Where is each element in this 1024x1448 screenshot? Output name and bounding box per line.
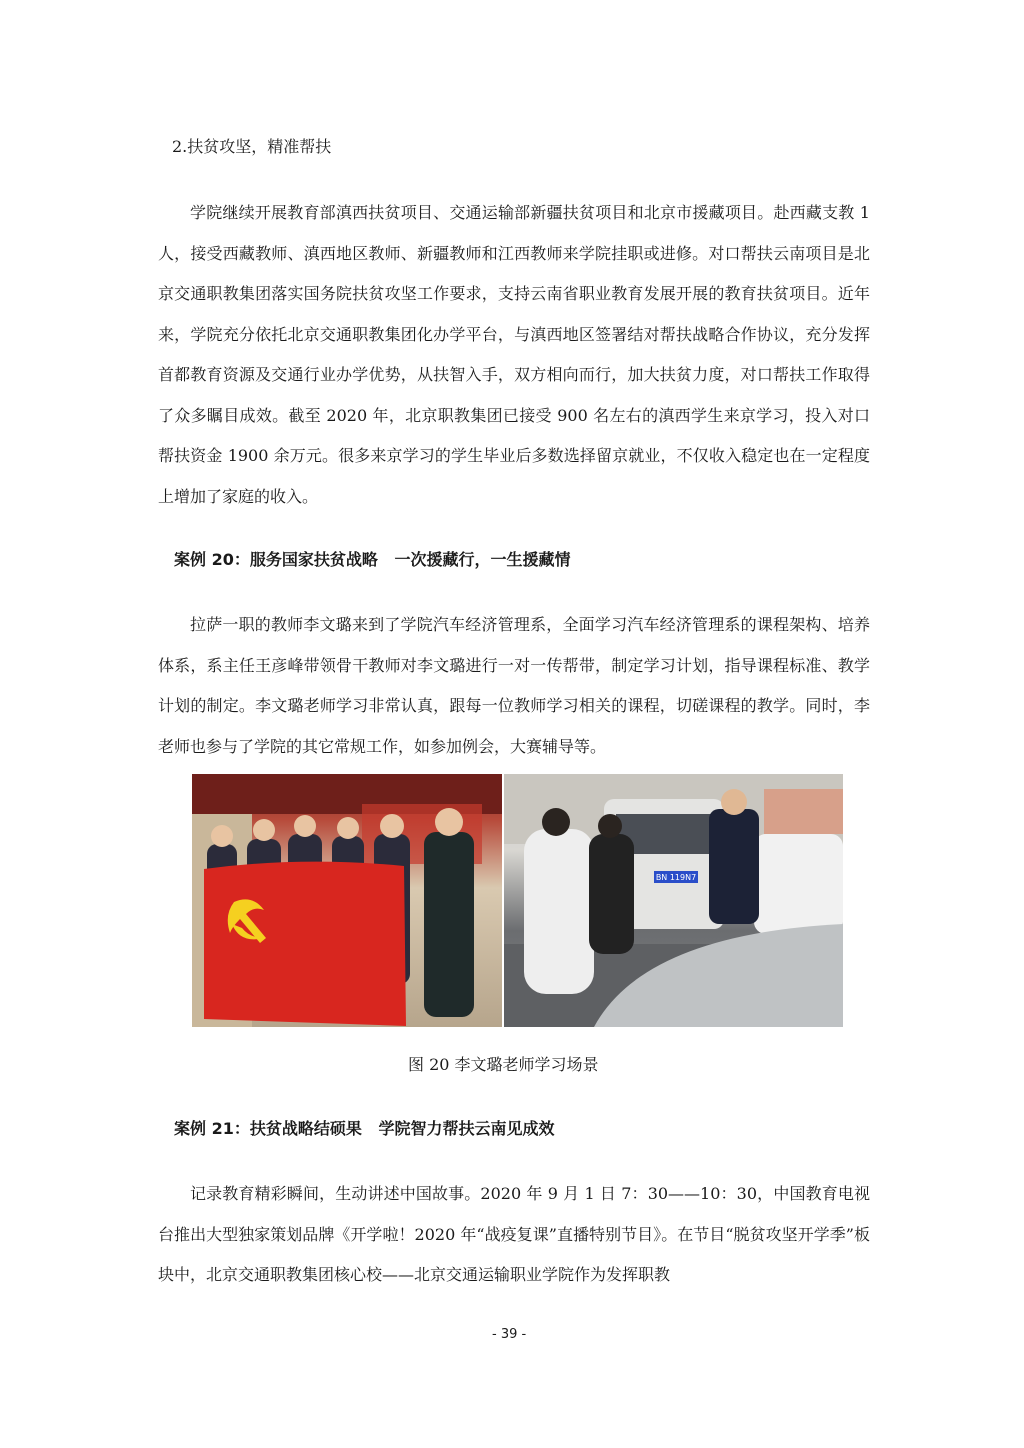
case20-paragraph-container xyxy=(158,605,870,767)
case20-photos xyxy=(192,774,843,1027)
section-paragraph-container xyxy=(158,193,870,517)
photo-car-lesson-illustration xyxy=(504,774,843,1027)
photo-group-with-flag-illustration xyxy=(192,774,502,1027)
case21-paragraph-container xyxy=(158,1174,870,1296)
case20-title: 案例 20：服务国家扶贫战略 一次援藏行，一生援藏情 xyxy=(174,550,571,569)
red-flag xyxy=(204,862,406,1026)
section-heading: 2.扶贫攻坚，精准帮扶 xyxy=(172,137,332,156)
photo-group-with-flag xyxy=(192,774,502,1027)
student-figure-2 xyxy=(589,834,634,954)
case21-title: 案例 21：扶贫战略结硕果 学院智力帮扶云南见成效 xyxy=(174,1119,555,1138)
instructor-figure xyxy=(709,809,759,924)
license-plate-text: BN 119N7 xyxy=(655,873,697,882)
photo-car-lesson xyxy=(504,774,843,1027)
figure-caption: 图 20 李文璐老师学习场景 xyxy=(408,1055,599,1074)
case20-paragraph: 拉萨一职的教师李文璐来到了学院汽车经济管理系，全面学习汽车经济管理系的课程架构、培养体系，系主任王彦峰带领骨干教师对李文璐进行一对一传帮带，制定学习计划，指导课程标准、教学计划的制定。李文璐老师学习非常认真，跟每一位教师学习相关的课程，切磋课程的教学。同时，李老师也参与了学院的其它常规工作，如参加例会，大赛辅导等。 xyxy=(158,615,870,756)
case21-paragraph: 记录教育精彩瞬间，生动讲述中国故事。2020 年 9 月 1 日 7：30——10：30，中国教育电视台推出大型独家策划品牌《开学啦！2020 年“战疫复课”直播特别节目》。在节目“脱贫攻坚开学季”板块中，北京交通职教集团核心校——北京交通运输职业学院作为发挥职教 xyxy=(158,1184,870,1284)
student-figure-1 xyxy=(524,829,594,994)
page-number: - 39 - xyxy=(492,1327,527,1342)
section-paragraph: 学院继续开展教育部滇西扶贫项目、交通运输部新疆扶贫项目和北京市援藏项目。赴西藏支教 1 人，接受西藏教师、滇西地区教师、新疆教师和江西教师来学院挂职或进修。对口帮扶云南项目是北京交通职教集团落实国务院扶贫攻坚工作要求，支持云南省职业教育发展开展的教育扶贫项目。近年来，学院充分依托北京交通职教集团化办学平台，与滇西地区签署结对帮扶战略合作协议，充分发挥首都教育资源及交通行业办学优势，从扶智入手，双方相向而行，加大扶贫力度，对口帮扶工作取得了众多瞩目成效。截至 2020 年，北京职教集团已接受 900 名左右的滇西学生来京学习，投入对口帮扶资金 1900 余万元。很多来京学习的学生毕业后多数选择留京就业，不仅收入稳定也在一定程度上增加了家庭的收入。 xyxy=(158,203,870,506)
